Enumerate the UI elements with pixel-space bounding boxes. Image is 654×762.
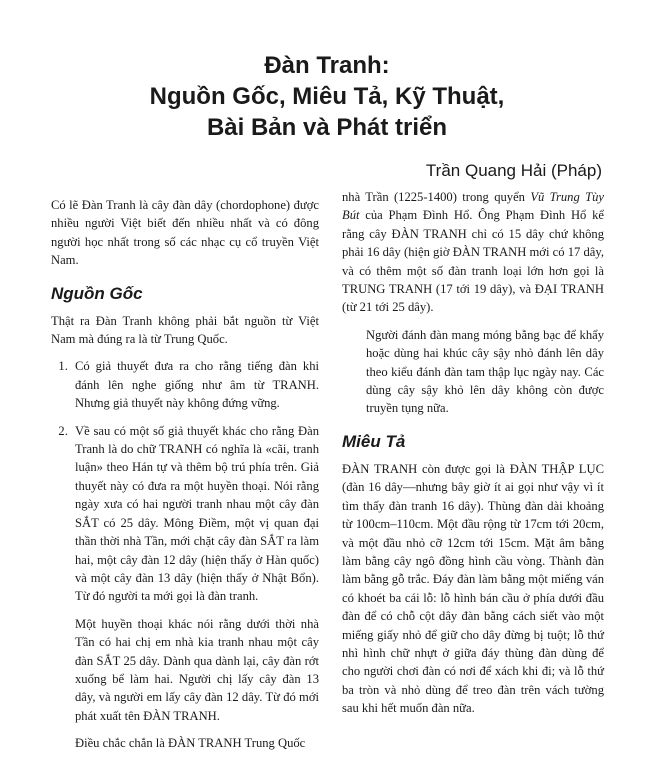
continued-paragraph	[342, 188, 604, 317]
list-item-text: 1. Có giả thuyết đưa ra cho rằng tiếng đàn khi đánh lên nghe giống như âm từ TRANH. Nhưng giả thuyết này không đứng vững.	[75, 359, 319, 411]
left-column	[51, 196, 319, 762]
author-byline: Trần Quang Hải (Pháp)	[425, 161, 602, 180]
right-column	[342, 188, 604, 727]
text-run: của Phạm Đình Hổ. Ông Phạm Đình Hổ kể rằng cây ĐÀN TRANH chỉ có 15 dây chứ không phải 16 dây (hiện giờ ĐÀN TRANH mới có 17 dây, và có thêm một số đàn tranh loại lớn hơn gọi là TRUNG TRANH (17 tới 19 dây), và ĐẠI TRANH (từ 21 tới 25 dây).	[342, 208, 604, 315]
book-title: Vũ Trung Tùy Bút	[342, 190, 604, 223]
list-item-continuation: Điều chắc chắn là ĐÀN TRANH Trung Quốc	[75, 736, 306, 751]
origin-hypothesis-list	[51, 357, 319, 752]
list-item	[71, 357, 319, 412]
list-item-continuation: Một huyền thoại khác nói rằng dưới thời nhà Tần có hai chị em nhà kia tranh nhau một cây đàn SẮT 25 dây. Dành qua dành lại, cây đàn rớt xuống bể làm hai. Người chị lấy cây đàn 13 dây, và người em lấy cây đàn 12 dây. Từ đó mới phát xuất tên ĐÀN TRANH.	[75, 616, 319, 723]
origin-paragraph: Thật ra Đàn Tranh không phải bắt nguồn từ Việt Nam mà đúng ra là từ Trung Quốc.	[51, 313, 319, 347]
playing-paragraph: Người đánh đàn mang móng bằng bạc để khẩy hoặc dùng hai khúc cây sậy nhỏ đánh lên dây theo kiểu đánh đàn tam thập lục ngày nay. Các dùng cây sậy khỏ lên dây không còn được truyền tụng nữa.	[366, 327, 604, 416]
list-item	[71, 422, 319, 753]
list-item-text: 2. Về sau có một số giả thuyết khác cho rằng Đàn Tranh là do chữ TRANH có nghĩa là «cãi, tranh luận» theo Hán tự và thêm bộ trú phía trên. Giả thuyết này có đưa ra một huyền thoại. Nói rằng ngày xưa có hai người tranh nhau một cây đàn SẮT có 25 dây. Mông Điềm, một vị quan đại thần thời nhà Tần, mới chặt cây đàn SẮT ra làm hai, một cây đàn 12 dây (hiện thấy ở Hàn quốc) và một cây đàn 13 dây (hiện thấy ở Nhật Bổn). Từ đó người ta mới gọi là đàn tranh.	[75, 423, 319, 604]
section-heading-origin: Nguồn Gốc	[51, 283, 143, 303]
section-heading-description: Miêu Tả	[342, 431, 406, 451]
description-paragraph: ĐÀN TRANH còn được gọi là ĐÀN THẬP LỤC (đàn 16 dây—nhưng bây giờ ít ai gọi như vậy vì ít tìm thấy đàn tranh 16 dây). Thùng đàn dài khoảng từ 100cm–110cm. Một đầu rộng từ 17cm tới 20cm, và một đầu nhỏ cỡ 12cm tới 15cm. Mặt âm bằng làm bằng cây ngô đồng hình cầu vòng. Thành đàn làm bằng gỗ trắc. Đáy đàn làm bằng một miếng ván có khoét ba cái lỗ: lỗ hình bán cầu ở phía dưới đầu đàn để có chỗ cột dây đàn bằng cách siết vào một miếng giấy nhỏ để giữ cho dây đừng bị tuột; lỗ thứ nhì hình chữ nhựt ở giữa đáy thùng đàn dùng để cho người chơi đàn có nơi để xách khi đi; và lỗ thứ ba tròn và nhỏ dùng để treo đàn trên vách tường sau khi hết muốn đàn nữa.	[342, 461, 604, 716]
intro-paragraph: Có lẽ Đàn Tranh là cây đàn dây (chordophone) được nhiều người Việt biết đến nhiều nhất và có đông người học nhất trong số các nhạc cụ cổ truyền Việt Nam.	[51, 198, 319, 268]
title-line-3: Bài Bản và Phát triển	[206, 114, 448, 141]
document-title	[0, 50, 654, 143]
text-run: nhà Trần (1225-1400) trong quyển	[342, 190, 531, 204]
title-line-2: Nguồn Gốc, Miêu Tả, Kỹ Thuật,	[149, 83, 505, 110]
title-line-1: Đàn Tranh:	[264, 52, 390, 79]
